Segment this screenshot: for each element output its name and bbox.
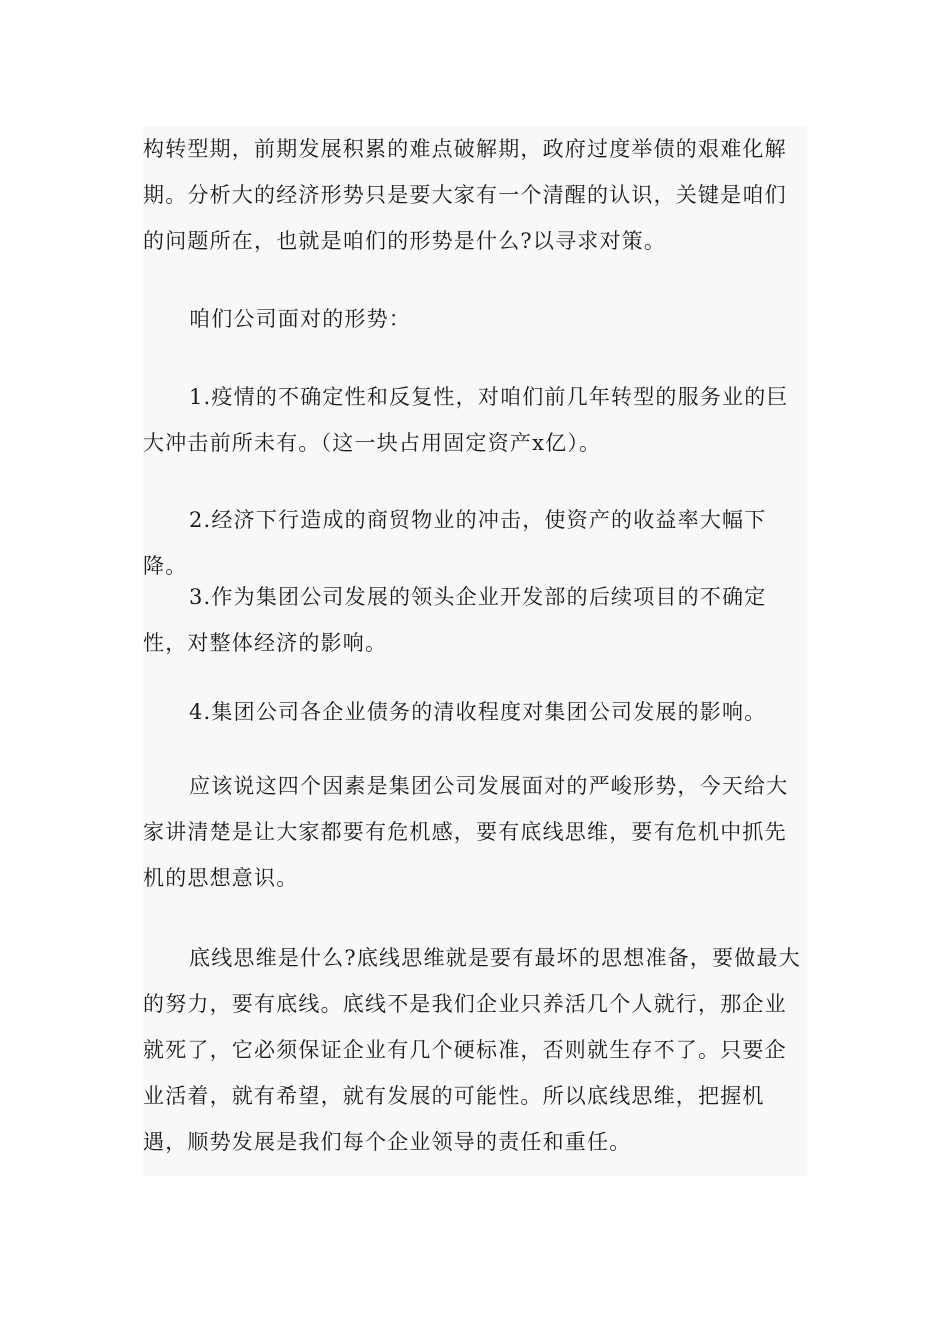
paragraph-economic-situation: 构转型期，前期发展积累的难点破解期，政府过度举债的艰难化解期。分析大的经济形势只是要大家有一个清醒的认识，关键是咱们的问题所在，也就是咱们的形势是什么?以寻求对策。 — [143, 137, 787, 253]
paragraph-bottom-line-thinking: 底线思维是什么?底线思维就是要有最坏的思想准备，要做最大的努力，要有底线。底线不是我们企业只养活几个人就行，那企业就死了，它必须保证企业有几个硬标准，否则就生存不了。只要企业活着，就有希望，就有发展的可能性。所以底线思维，把握机遇，顺势发展是我们每个企业领导的责任和重任。 — [143, 946, 801, 1154]
paragraph-item-3: 3.作为集团公司发展的领头企业开发部的后续项目的不确定性，对整体经济的影响。 — [143, 585, 767, 655]
paragraph-item-4: 4.集团公司各企业债务的清收程度对集团公司发展的影响。 — [189, 700, 767, 724]
paragraph-company-situation-heading: 咱们公司面对的形势： — [189, 307, 411, 331]
paragraph-four-factors: 应该说这四个因素是集团公司发展面对的严峻形势，今天给大家讲清楚是让大家都要有危机感，要有底线思维，要有危机中抓先机的思想意识。 — [143, 774, 789, 890]
paragraph-item-2: 2.经济下行造成的商贸物业的冲击，使资产的收益率大幅下降。 — [143, 508, 767, 578]
paragraph-item-1: 1.疫情的不确定性和反复性，对咱们前几年转型的服务业的巨大冲击前所未有。（这一块占用固定资产x亿）。 — [143, 385, 789, 455]
